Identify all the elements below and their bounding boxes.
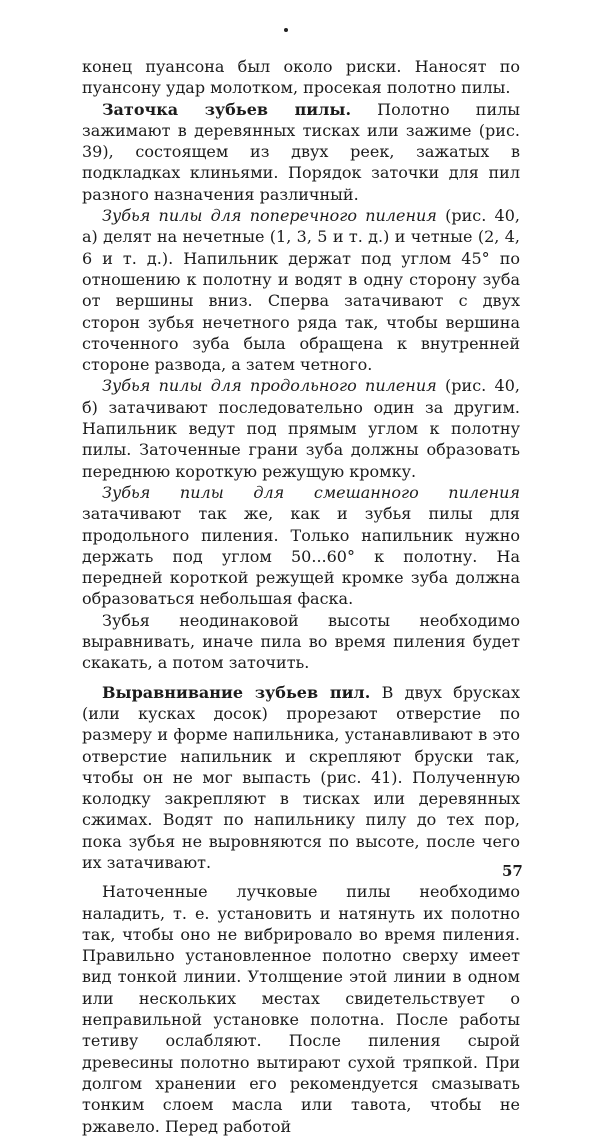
italic-lead-crosscut: Зубья пилы для поперечного пиления [102,206,437,226]
paragraph-text: Полотно пилы зажимают в деревянных тисках или зажиме (рис. 39), состоящем из двух реек, зажатых в подкладках клиньями. Порядок заточки для пил разного назначения различный. [82,99,521,204]
paragraph-text: Наточенные лучковые пилы необходимо наладить, т. е. установить и натянуть их полотно так, чтобы оно не вибрировало во время пиления. Правильно установленное полотно сверху имеет вид тонкой линии. Утолщение этой линии в одном или нескольких местах свидетельствует о неправильной установке полотна. После работы тетиву ослабляют. После пиления сырой древесины полотно вытирают сухой тряпкой. При долгом хранении его рекомендуется смазывать тонким слоем масла или тавота, чтобы не ржавело. Перед работой [82,882,520,1136]
italic-lead-mixed: Зубья пилы для смешанного пиления [102,482,520,502]
paragraph-text: В двух брусках (или кусках досок) прорезают отверстие по размеру и форме напильника, устанавливают в это отверстие напильник и скрепляют бруски так, чтобы он не мог выпасть (рис. 41). Полученную колодку закрепляют в тисках или деревянных сжимах. Водят по напильнику пилу до тех пор, пока зубья не выровняются по высоте, после чего их затачивают. [82,682,520,872]
paragraph-saw-sharpening [82,99,520,205]
paragraph-text: (рис. 40, а) делят на нечетные (1, 3, 5 и т. д.) и четные (2, 4, 6 и т. д.). Напильник держат под углом 45° по отношению к полотну и водят в одну сторону зуба от вершины вниз. Сперва затачивают с двух сторон зубья нечетного ряда так, чтобы вершина сточенного зуба была обращена к внутренней стороне развода, а затем четного. [82,206,520,375]
italic-lead-rip: Зубья пилы для продольного пиления [102,376,437,396]
page-number: 57 [502,862,523,880]
paragraph-text: Зубья неодинаковой высоты необходимо выравнивать, иначе пила во время пиления будет скакать, а потом заточить. [82,610,520,673]
paragraph-mixed-teeth [82,482,520,610]
paragraph-punch-end [82,56,520,99]
paragraph-crosscut-teeth [82,205,520,375]
paragraph-teeth-leveling [82,682,520,874]
section-heading-teeth-leveling: Выравнивание зубьев пил. [102,682,371,702]
top-margin-mark [284,28,288,32]
paragraph-rip-teeth [82,375,520,481]
paragraph-text: конец пуансона был около риски. Наносят по пуансону удар молотком, просекая полотно пилы. [82,57,520,98]
paragraph-text: затачивают так же, как и зубья пилы для продольного пиления. Только напильник нужно держать под углом 50...60° к полотну. На передней короткой режущей кромке зуба должна образоваться небольшая фаска. [82,504,520,609]
paragraph-uneven-teeth [82,610,520,674]
paragraph-bow-saw-setup [82,881,520,1137]
book-page-text [82,56,520,1137]
paragraph-text: (рис. 40, б) затачивают последовательно один за другим. Напильник ведут под прямым углом к полотну пилы. Заточенные грани зуба должны образовать переднюю короткую режущую кромку. [82,376,520,481]
section-heading-saw-teeth-sharpening: Заточка зубьев пилы. [102,99,352,119]
